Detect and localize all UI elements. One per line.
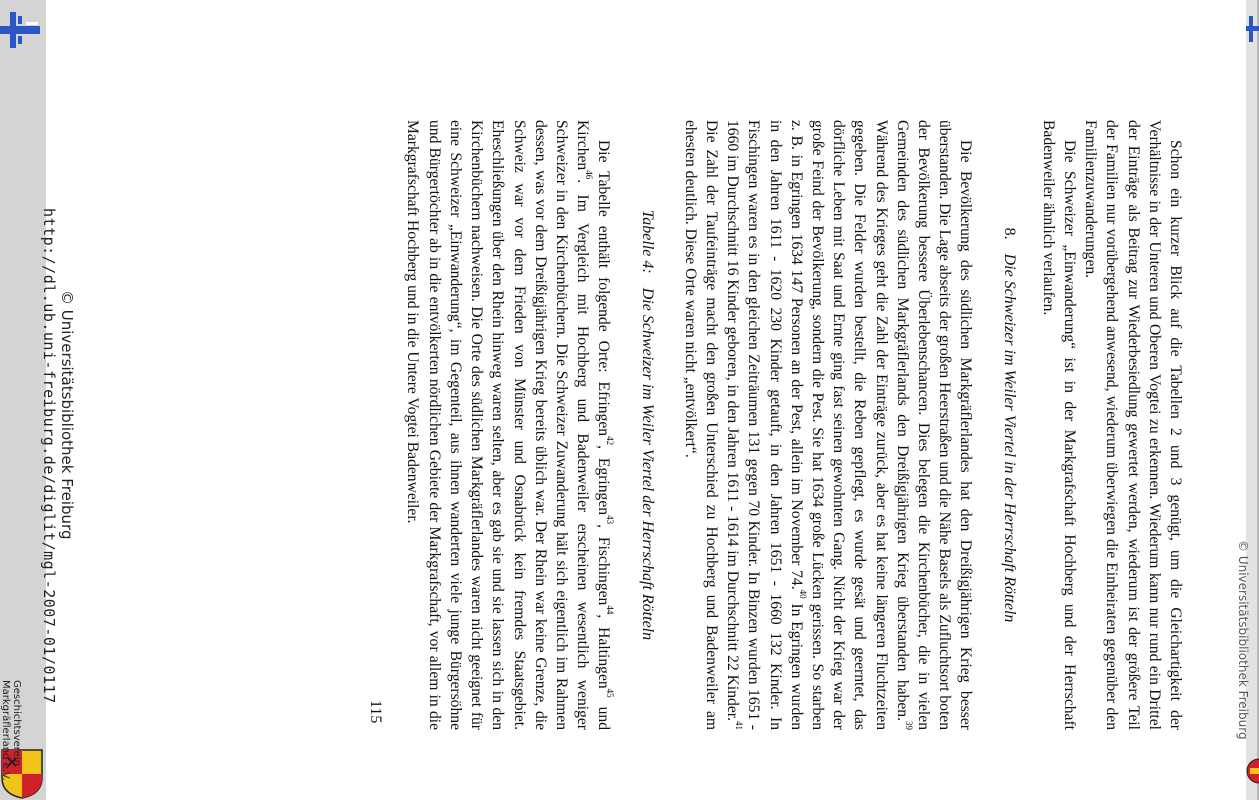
paragraph: Schon ein kurzer Blick auf die Tabellen 2 und 3 genügt, um die Gleichartigkeit der Verhältnisse in der Unteren und Oberen Vogtei zu erkennen. Wiederum kann nur rund ein Drittel der Einträge als Beitrag zur Wiederbesiedlung gewertet werden, wiederum ist der größere Teil der Familien nur vorübergehend anwesend, wiederum überwiegen die Einheiraten gegenüber den Familienzuwanderungen. [1082,120,1184,730]
header-copyright-cut: © Universitätsbibliothek Freiburg [1236,540,1250,740]
library-flag-logo [0,12,40,48]
footnote-ref[interactable]: 44 [605,605,616,615]
page-number: 115 [367,700,384,724]
footer-url[interactable]: http://dl.ub.uni-freiburg.de/diglit/mgl-2007-01/0117 [40,208,58,704]
page-text [402,120,1186,730]
footnote-ref[interactable]: 40 [797,589,808,599]
document-page [40,0,1250,800]
footnote-ref[interactable]: 39 [903,721,914,730]
footnote-ref[interactable]: 41 [734,721,745,730]
footer-copyright: © Universitätsbibliothek Freiburg [58,290,76,540]
right-flag-logo [1246,16,1259,42]
organization-name: Geschichtsverein Markgräflerland e.V. [0,680,22,781]
footnote-ref[interactable]: 42 [605,436,616,446]
section-heading: 8. Die Schweizer im Weiler Viertel in der Herrschaft Rötteln [1000,227,1018,623]
table-caption: Tabelle 4: Die Schweizer im Weiler Viertel der Herrschaft Rötteln [638,209,656,641]
paragraph: Die Schweizer „Einwanderung“ ist in der Markgrafschaft Hochberg und der Herrschaft Badenweiler ähnlich verlaufen. [1039,120,1078,730]
paragraph: Die Bevölkerung des südlichen Markgräflerlandes hat den Dreißigjährigen Krieg besser überstanden. Die Lage abseits der großen Heerstraßen und die Nähe Basels als Zufluchtsort boten der Bevölkerung bessere Überlebenschancen. Dies belegen die Kirchenbücher, die in vielen Gemeinden des südlichen Markgräflerlands den Dreißigjährigen Krieg überstanden haben.$^{39}$ Während des Krieges geht die Zahl der Einträge zurück, aber es hat keine längeren Fluchtzeiten gegeben. Die Felder wurden bestellt, die Reben gepflegt, es wurde gesät und geerntet, das dörfliche Leben mit Saat und Ernte ging fast seinen gewohnten Gang. Nicht der Krieg war der große Feind der Bevölkerung, sondern die Pest. Sie hat 1634 große Lücken gerissen. So starben z. B. in Egringen 1634 147 Personen an der Pest, allein im November 74.40 In Egringen wurden in den Jahren 1611 - 1620 230 Kinder getauft, in den Jahren 1651 - 1660 132 Kinder. In Fischingen waren es in den gleichen Zeiträumen 131 gegen 70 Kinder. In Binzen wurden 1651 - 1660 im Durchschnitt 16 Kinder geboren, in den Jahren 1611 - 1614 im Durchschnitt 22 Kinder.$^{41}$ Die Zahl der Taufeinträge macht den großen Unterschied zu Hochberg und Badenweiler am ehesten deutlich. Diese Orte waren nicht „entvölkert“. [681,120,975,730]
footnote-ref[interactable]: 46 [584,170,595,180]
footnote-ref[interactable]: 43 [605,515,616,525]
footnote-ref[interactable]: 45 [605,688,616,698]
paragraph: Die Tabelle enthält folgende Orte: Efringen$^{42}$, Egringen$^{43}$, Fischingen$^{44}$, Haltingen$^{45}$ und Kirchen$^{46}$. Im Vergleich mit Hochberg und Badenweiler erscheinen wesentlich weniger Schweizer in den Kirchenbüchern. Die Schweizer Zuwanderung hält sich eigentlich im Rahmen dessen, was vor dem Dreißigjährigen Krieg bereits üblich war. Der Rhein war keine Grenze, die Schweiz war vor dem Frieden von Münster und Osnabrück kein fremdes Staatsgebiet. Eheschließungen über den Rhein hinweg waren selten, aber es gab sie und sie lassen sich in den Kirchenbüchern nachweisen. Die Orte des südlichen Markgräflerlandes waren nicht geeignet für eine Schweizer „Einwanderung“, im Gegenteil, aus ihnen wanderten viele junge Bürgersöhne und Bürgertöchter ab in die entvölkerten nördlichen Gebiete der Markgrafschaft, vor allem in die Markgrafschaft Hochberg und in die Untere Vogtei Badenweiler. [404,120,616,730]
